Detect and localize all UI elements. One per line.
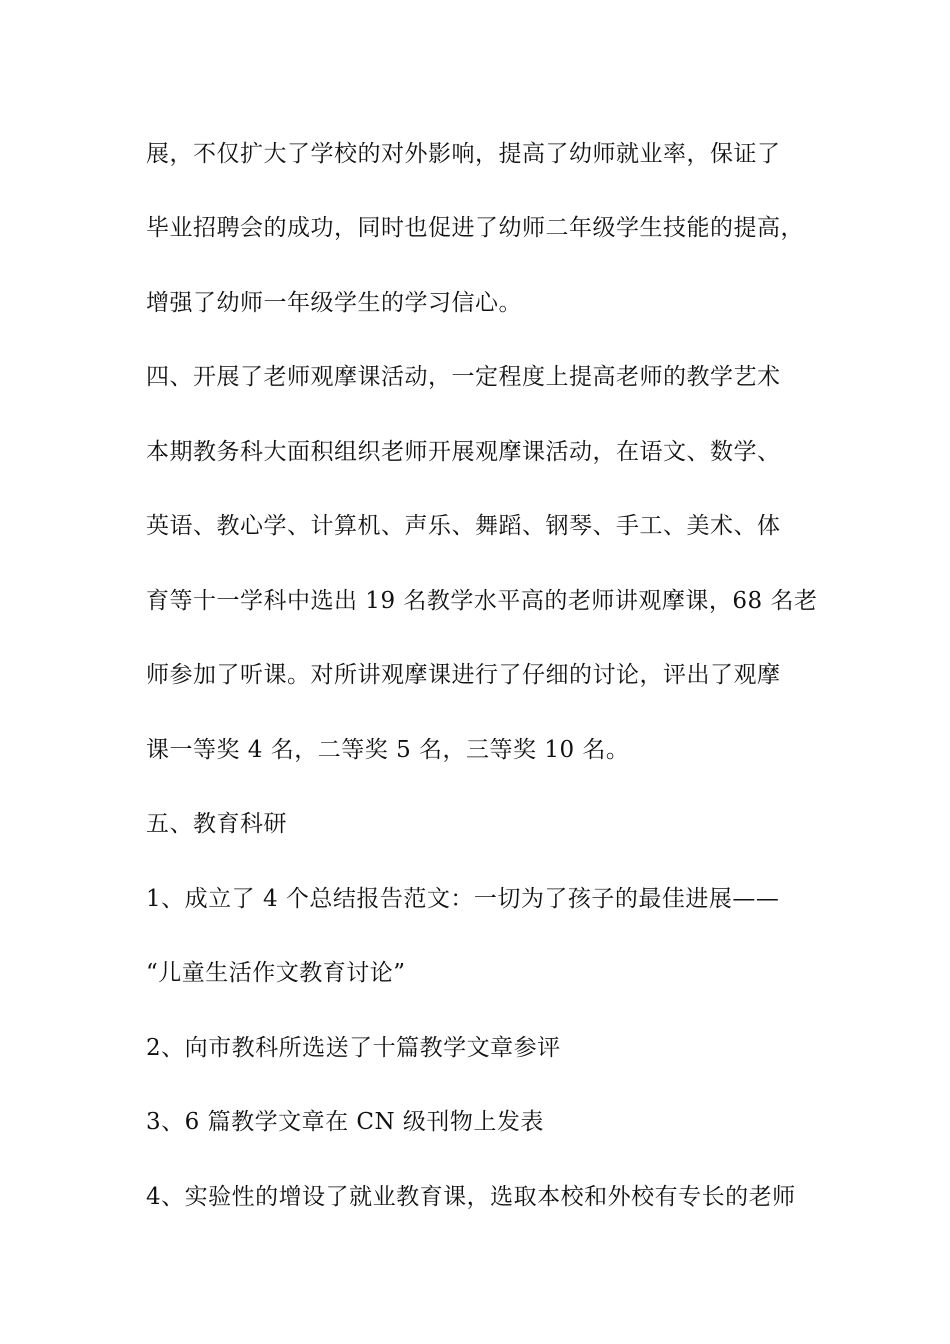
text-line-6: 英语、教心学、计算机、声乐、舞蹈、钢琴、手工、美术、体 [146,513,781,539]
text-line-1: 展，不仅扩大了学校的对外影响，提高了幼师就业率，保证了 [146,141,781,167]
text-line-9: 课一等奖 4 名，二等奖 5 名，三等奖 10 名。 [146,737,630,763]
text-line-2: 毕业招聘会的成功，同时也促进了幼师二年级学生技能的提高， [146,215,804,241]
list-item-2: 2、向市教科所选送了十篇教学文章参评 [146,1035,561,1061]
text-line-7: 育等十一学科中选出 19 名教学水平高的老师讲观摩课，68 名老 [146,588,818,614]
text-line-5: 本期教务科大面积组织老师开展观摩课活动，在语文、数学、 [146,439,781,465]
section-heading-4: 四、开展了老师观摩课活动，一定程度上提高老师的教学艺术 [146,364,781,390]
list-item-1: 1、成立了 4 个总结报告范文：一切为了孩子的最佳进展—— [146,886,780,912]
list-item-4: 4、实验性的增设了就业教育课，选取本校和外校有专长的老师 [146,1184,796,1210]
text-line-3: 增强了幼师一年级学生的学习信心。 [146,290,522,316]
section-heading-5: 五、教育科研 [146,811,287,837]
list-item-3: 3、6 篇教学文章在 CN 级刊物上发表 [146,1109,544,1135]
list-item-1-continued: “儿童生活作文教育讨论” [146,960,406,986]
text-line-8: 师参加了听课。对所讲观摩课进行了仔细的讨论，评出了观摩 [146,662,781,688]
